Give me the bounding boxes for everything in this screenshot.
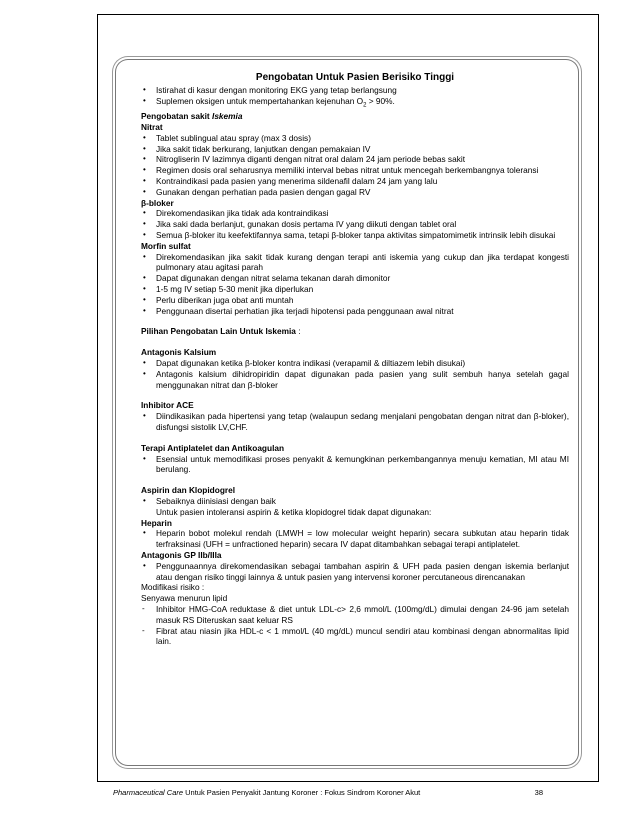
list-item: • Diindikasikan pada hipertensi yang tetap (walaupun sedang menjalani pengobatan dengan nitrat dan β-bloker), disfungsi sistolik LV,CHF. <box>141 411 569 433</box>
list-item: • Antagonis kalsium dihidropiridin dapat digunakan pada pasien yang sulit sembuh hanya setelah gagal menggunakan nitrat dan β-bloker <box>141 369 569 391</box>
list-item: • 1-5 mg IV setiap 5-30 menit jika diperlukan <box>141 284 569 295</box>
nitrat-heading: Nitrat <box>141 122 163 133</box>
page-number: 38 <box>534 788 543 797</box>
antagonis-kalsium-heading: Antagonis Kalsium <box>141 347 217 358</box>
pilihan-heading: Pilihan Pengobatan Lain Untuk Iskemia : <box>141 326 301 337</box>
antagonis-kalsium-list <box>141 358 569 390</box>
list-item: • Tablet sublingual atau spray (max 3 dosis) <box>141 133 569 144</box>
lipid-line: Senyawa menurun lipid <box>141 593 228 604</box>
footer-text: Untuk Pasien Penyakit Jantung Koroner : Fokus Sindrom Koroner Akut <box>183 788 421 797</box>
modifikasi-list <box>141 604 569 647</box>
morfin-heading: Morfin sulfat <box>141 240 191 251</box>
list-item: • Dapat digunakan ketika β-bloker kontra indikasi (verapamil & diltiazem lebih disukai) <box>141 358 569 369</box>
list-item: • Kontraindikasi pada pasien yang menerima sildenafil dalam 24 jam yang lalu <box>141 176 569 187</box>
aspirin-list <box>141 496 569 507</box>
list-item: • Semua β-bloker itu keefektifannya sama, tetapi β-bloker tanpa aktivitas simpatomimetik intrinsik lebih disukai <box>141 230 569 241</box>
heparin-list <box>141 528 569 550</box>
list-item: • Jika saki dada berlanjut, gunakan dosis pertama IV yang diikuti dengan tablet oral <box>141 219 569 230</box>
list-item: • Perlu diberikan juga obat anti muntah <box>141 295 569 306</box>
list-item: • Nitrogliserin IV lazimnya diganti dengan nitrat oral dalam 24 jam periode bebas sakit <box>141 154 569 165</box>
iskemia-heading: Pengobatan sakit Iskemia <box>141 111 243 122</box>
antiplatelet-heading: Terapi Antiplatelet dan Antikoagulan <box>141 442 285 453</box>
ace-list <box>141 411 569 433</box>
list-item: - Fibrat atau niasin jika HDL-c < 1 mmol/L (40 mg/dL) muncul sendiri atau kombinasi dengan abnormalitas lipid lain. <box>141 626 569 648</box>
list-item: • Penggunaannya direkomendasikan sebagai tambahan aspirin & UFH pada pasien dengan iskemia berlanjut atau dengan risiko tinggi lainnya & untuk pasien yang intervensi koroner percutaneous direncanakan <box>141 561 569 583</box>
antiplatelet-list <box>141 454 569 476</box>
footer-italic: Pharmaceutical Care <box>113 788 184 797</box>
page-title: Pengobatan Untuk Pasien Berisiko Tinggi <box>255 72 455 83</box>
gp-list <box>141 561 569 583</box>
document-body <box>141 71 569 647</box>
gp-heading: Antagonis GP IIb/IIIa <box>141 549 222 560</box>
list-item: • Suplemen oksigen untuk mempertahankan kejenuhan $O_2 > 90\%$. <box>141 96 569 111</box>
list-item: • Direkomendasikan jika sakit tidak kurang dengan terapi anti iskemia yang cukup dan jika terdapat kongesti pulmonary atau agitasi parah <box>141 252 569 274</box>
aspirin-note: Untuk pasien intoleransi aspirin & ketika klopidogrel tidak dapat digunakan: <box>156 506 432 517</box>
list-item: • Istirahat di kasur dengan monitoring EKG yang tetap berlangsung <box>141 85 569 96</box>
list-item: • Jika sakit tidak berkurang, lanjutkan dengan pemakaian IV <box>141 144 569 155</box>
list-item: • Esensial untuk memodifikasi proses penyakit & kemungkinan perkembangannya menuju kematian, MI atau MI berulang. <box>141 454 569 476</box>
nitrat-list <box>141 133 569 198</box>
ace-heading: Inhibitor ACE <box>141 400 194 411</box>
heparin-heading: Heparin <box>141 517 172 528</box>
list-item: - Inhibitor HMG-CoA reduktase & diet untuk LDL-c> 2,6 mmol/L (100mg/dL) dimulai dengan 24-96 jam setelah masuk RS Diteruskan saat keluar RS <box>141 604 569 626</box>
list-item: • Dapat digunakan dengan nitrat selama tekanan darah dimonitor <box>141 273 569 284</box>
general-list <box>141 85 569 111</box>
aspirin-heading: Aspirin dan Klopidogrel <box>141 485 236 496</box>
list-item: • Direkomendasikan jika tidak ada kontraindikasi <box>141 208 569 219</box>
page-footer <box>113 788 543 797</box>
list-item: • Heparin bobot molekul rendah (LMWH = low molecular weight heparin) secara subkutan atau heparin tidak terfraksinasi (UFH = unfractioned heparin) secara IV dapat ditambahkan sebagai terapi antiplatelet. <box>141 528 569 550</box>
list-item: • Penggunaan disertai perhatian jika terjadi hipotensi pada penggunaan awal nitrat <box>141 306 569 317</box>
list-item: • Regimen dosis oral seharusnya memiliki interval bebas nitrat untuk mencegah berkembangnya toleransi <box>141 165 569 176</box>
betabloker-list <box>141 208 569 240</box>
list-item: • Gunakan dengan perhatian pada pasien dengan gagal RV <box>141 187 569 198</box>
morfin-list <box>141 252 569 317</box>
betabloker-heading: β-bloker <box>141 197 174 208</box>
modifikasi-line: Modifikasi risiko : <box>141 582 205 593</box>
list-item: • Sebaiknya diinisiasi dengan baik <box>141 496 569 507</box>
